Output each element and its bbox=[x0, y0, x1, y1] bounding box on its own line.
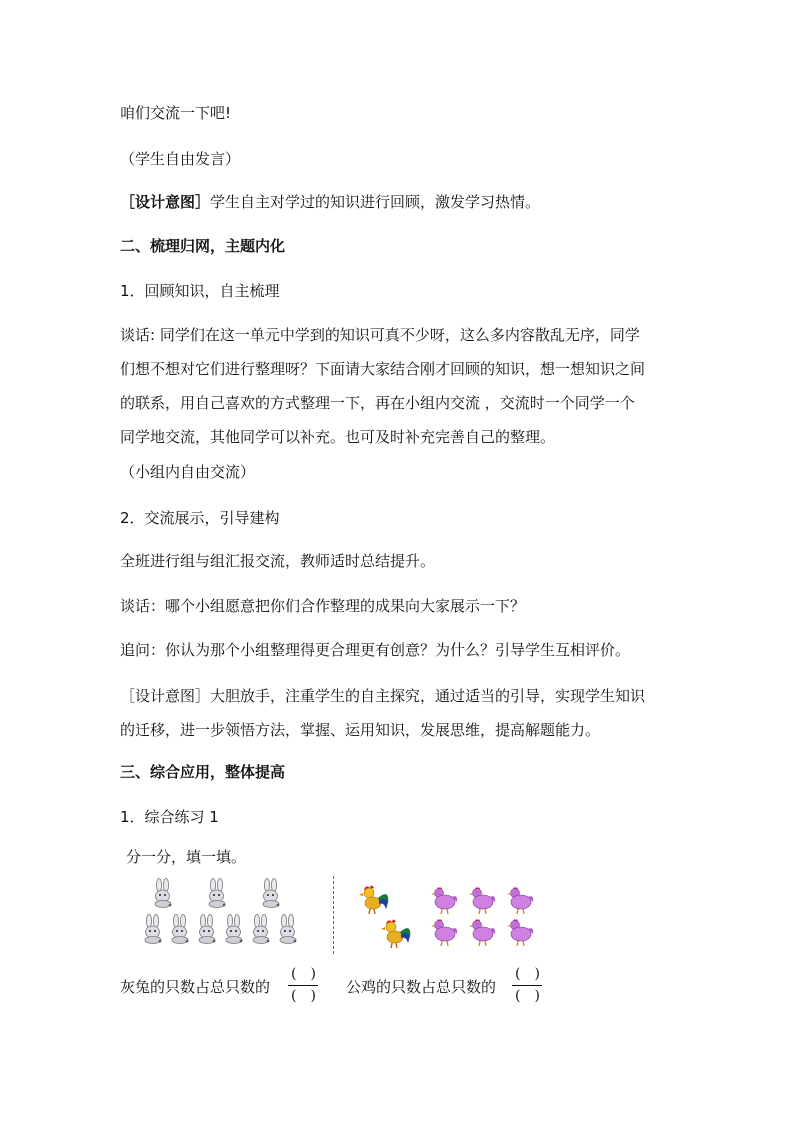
rabbit-icon bbox=[194, 914, 220, 948]
paragraph bbox=[120, 318, 680, 454]
design-intent-tag: ［设计意图］ bbox=[120, 687, 211, 705]
hen-icon bbox=[504, 916, 536, 952]
text-line: （小组内自由交流） bbox=[120, 463, 256, 481]
paragraph-line: 同学地交流，其他同学可以补充。也可及时补充完善自己的整理。 bbox=[120, 428, 556, 446]
rabbits-chickens-figure bbox=[136, 876, 566, 956]
hen-icon bbox=[466, 884, 498, 920]
rabbit-icon bbox=[204, 878, 230, 912]
question-prompt: 分一分，填一填。 bbox=[126, 848, 247, 866]
hen-icon bbox=[466, 916, 498, 952]
fraction-bar bbox=[288, 985, 318, 986]
design-intent-paragraph bbox=[120, 679, 680, 747]
hen-icon bbox=[428, 916, 460, 952]
rabbit-icon bbox=[140, 914, 166, 948]
question-text: 灰兔的只数占总只数的 bbox=[120, 978, 271, 996]
dashed-divider bbox=[333, 876, 334, 954]
rabbit-icon bbox=[221, 914, 247, 948]
text-line: （学生自由发言） bbox=[120, 150, 241, 168]
design-intent-line bbox=[120, 193, 540, 211]
paragraph-line: 的联系，用自己喜欢的方式整理一下，再在小组内交流 ，交流时一个同学一个 bbox=[120, 394, 635, 412]
text-line: 追问：你认为那个小组整理得更合理更有创意？为什么？引导学生互相评价。 bbox=[120, 641, 631, 659]
rabbit-icon bbox=[275, 914, 301, 948]
numerator-blank[interactable]: ( ) bbox=[291, 966, 316, 982]
subsection-heading: 1．综合练习 1 bbox=[120, 808, 219, 826]
rabbit-icon bbox=[150, 878, 176, 912]
denominator-blank[interactable]: ( ) bbox=[515, 988, 540, 1004]
question-text: 公鸡的只数占总只数的 bbox=[346, 978, 497, 996]
rabbit-icon bbox=[258, 878, 284, 912]
paragraph-line: 的迁移，进一步领悟方法，掌握、运用知识，发展思维，提高解题能力。 bbox=[120, 721, 601, 739]
numerator-blank[interactable]: ( ) bbox=[515, 966, 540, 982]
denominator-blank[interactable]: ( ) bbox=[291, 988, 316, 1004]
design-intent-text: 学生自主对学过的知识进行回顾，激发学习热情。 bbox=[210, 193, 541, 211]
text-line: 全班进行组与组汇报交流，教师适时总结提升。 bbox=[120, 552, 436, 570]
paragraph-line: ［设计意图］大胆放手，注重学生的自主探究，通过适当的引导，实现学生知识 bbox=[120, 687, 646, 705]
rabbit-icon bbox=[167, 914, 193, 948]
subsection-heading: 1．回顾知识，自主梳理 bbox=[120, 282, 280, 300]
text-line: 咱们交流一下吧! bbox=[120, 104, 232, 122]
rooster-icon bbox=[380, 916, 414, 954]
fraction-blank[interactable] bbox=[286, 966, 320, 1006]
section-heading: 二、梳理归网，主题内化 bbox=[120, 237, 286, 255]
paragraph-line: 谈话: 同学们在这一单元中学到的知识可真不少呀，这么多内容散乱无序，同学 bbox=[120, 326, 640, 344]
design-intent-tag: ［设计意图］ bbox=[120, 193, 211, 211]
text-line: 谈话：哪个小组愿意把你们合作整理的成果向大家展示一下？ bbox=[120, 597, 526, 615]
fraction-bar bbox=[512, 985, 542, 986]
rooster-icon bbox=[358, 882, 392, 920]
hen-icon bbox=[428, 884, 460, 920]
rabbit-icon bbox=[248, 914, 274, 948]
subsection-heading: 2．交流展示，引导建构 bbox=[120, 509, 280, 527]
fraction-blank[interactable] bbox=[510, 966, 544, 1006]
section-heading: 三、综合应用，整体提高 bbox=[120, 763, 286, 781]
hen-icon bbox=[504, 884, 536, 920]
paragraph-line: 们想不想对它们进行整理呀？下面请大家结合刚才回顾的知识，想一想知识之间 bbox=[120, 360, 646, 378]
